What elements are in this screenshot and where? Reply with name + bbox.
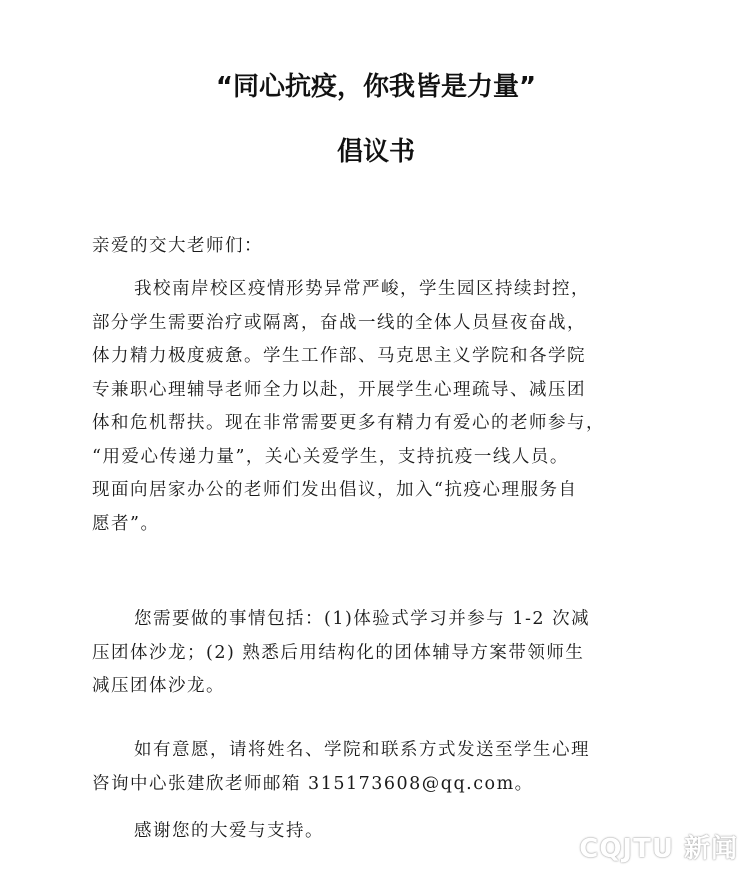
paragraph-line: 您需要做的事情包括：(1)体验式学习并参与 1-2 次减 (134, 609, 591, 629)
cqjtu-news-watermark: CQJTU 新闻 (579, 834, 738, 864)
document-title: “同心抗疫，你我皆是力量” (215, 72, 537, 102)
paragraph-line: 现面向居家办公的老师们发出倡议，加入“抗疫心理服务自 (92, 480, 578, 500)
paragraph-1 (92, 273, 667, 541)
paragraph-line: 减压团体沙龙。 (92, 676, 225, 696)
paragraph-line: 专兼职心理辅导老师全力以赴，开展学生心理疏导、减压团 (92, 379, 586, 400)
paragraph-2 (92, 603, 667, 704)
greeting: 亲爱的交大老师们： (92, 236, 263, 256)
paragraph-line: 体和危机帮扶。现在非常需要更多有精力有爱心的老师参与， (92, 413, 605, 433)
paragraph-line: 愿者”。 (92, 513, 160, 534)
paragraph-line: 部分学生需要治疗或隔离，奋战一线的全体人员昼夜奋战， (92, 312, 586, 333)
paragraph-line: 如有意愿，请将姓名、学院和联系方式发送至学生心理 (134, 740, 590, 760)
paragraph-line: 我校南岸校区疫情形势异常严峻，学生园区持续封控， (134, 279, 590, 299)
paragraph-line: “用爱心传递力量”，关心关爱学生，支持抗疫一线人员。 (92, 446, 569, 467)
closing-line: 感谢您的大爱与支持。 (134, 821, 324, 841)
paragraph-line-email: 咨询中心张建欣老师邮箱 315173608@qq.com。 (92, 773, 534, 794)
paragraph-3 (92, 734, 667, 801)
paragraph-line: 体力精力极度疲惫。学生工作部、马克思主义学院和各学院 (92, 346, 586, 366)
document-subtitle: 倡议书 (336, 137, 415, 167)
paragraph-line: 压团体沙龙；(2) 熟悉后用结构化的团体辅导方案带领师生 (92, 642, 585, 663)
